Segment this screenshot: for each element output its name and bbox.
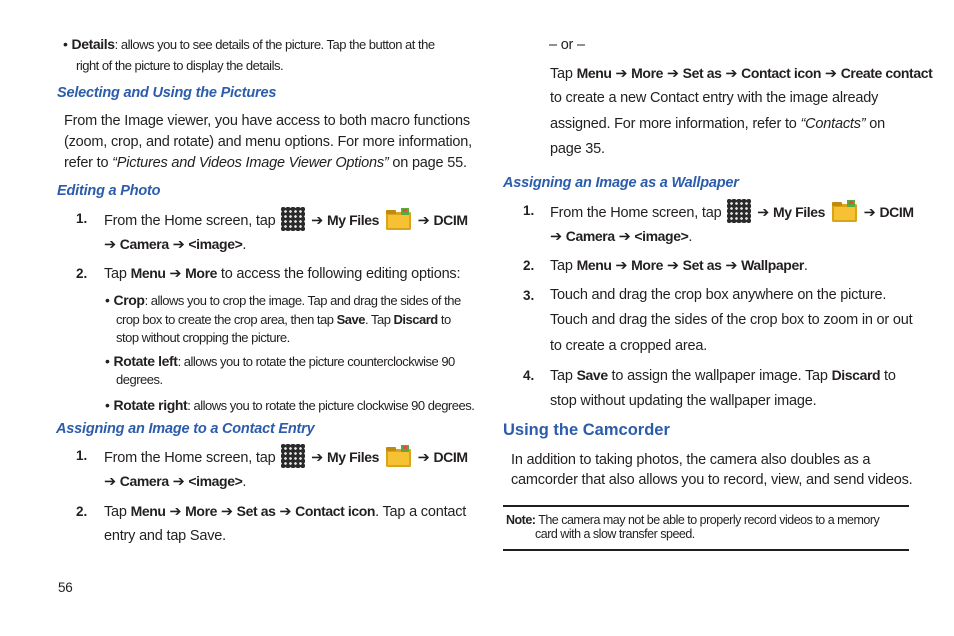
wp-step4-line2: stop without updating the wallpaper image. xyxy=(550,393,817,409)
menu-label: Menu xyxy=(130,503,166,519)
wp-step1-line2 xyxy=(550,228,692,245)
arrow-icon: ➔ xyxy=(307,450,327,466)
text: to xyxy=(437,312,451,327)
arrow-icon: ➔ xyxy=(217,504,237,520)
text: crop box to create the crop area, then tap xyxy=(116,312,337,327)
rotate-right-bullet xyxy=(105,397,474,413)
create-contact-label: Create contact xyxy=(840,65,933,81)
camera-label: Camera xyxy=(565,228,615,244)
alt-line4: page 35. xyxy=(550,141,605,157)
wp-step2-line xyxy=(550,257,808,274)
crop-term: Crop xyxy=(113,292,145,308)
text: to xyxy=(880,368,896,384)
text: on page 55. xyxy=(388,155,467,171)
rotate-right-term: Rotate right xyxy=(113,397,188,413)
note-line2: card with a slow transfer speed. xyxy=(535,527,695,541)
arrow-icon: ➔ xyxy=(721,258,742,274)
arrow-icon: ➔ xyxy=(550,229,566,245)
note-top-rule xyxy=(503,505,909,507)
step-number: 3. xyxy=(523,288,535,303)
more-label: More xyxy=(185,265,218,281)
more-label: More xyxy=(631,65,664,81)
apps-grid-icon xyxy=(727,199,751,223)
more-label: More xyxy=(631,257,664,273)
page-number: 56 xyxy=(58,580,73,595)
my-files-label: My Files xyxy=(772,204,825,220)
details-text: : allows you to see details of the picture. Tap the button at the xyxy=(114,37,435,52)
wp-step3-line2: Touch and drag the sides of the crop box to zoom in or out xyxy=(550,312,913,328)
arrow-icon: ➔ xyxy=(168,237,189,253)
text: From the Home screen, tap xyxy=(104,450,280,466)
wp-step3-line1: Touch and drag the crop box anywhere on the picture. xyxy=(550,287,887,303)
step-number: 4. xyxy=(523,368,535,383)
arrow-icon: ➔ xyxy=(165,266,186,282)
selecting-paragraph-line2: (zoom, crop, and rotate) and menu options. For more information, xyxy=(64,134,472,150)
edit-step1-line2 xyxy=(104,236,246,253)
save-label: Save xyxy=(576,367,608,383)
apps-grid-icon xyxy=(281,444,305,468)
arrow-icon: ➔ xyxy=(611,258,632,274)
text: refer to xyxy=(64,155,113,171)
arrow-icon: ➔ xyxy=(104,474,120,490)
more-label: More xyxy=(185,503,218,519)
viewer-options-reference: “Pictures and Videos Image Viewer Options” xyxy=(112,155,389,171)
discard-label: Discard xyxy=(831,367,881,383)
dcim-label: DCIM xyxy=(879,204,914,220)
my-files-label: My Files xyxy=(326,449,379,465)
selecting-paragraph-line1: From the Image viewer, you have access to both macro functions xyxy=(64,113,470,129)
contact-step1-line1 xyxy=(104,444,468,468)
edit-step2-line xyxy=(104,265,460,282)
text: The camera may not be able to properly record videos to a memory xyxy=(535,513,880,527)
arrow-icon: ➔ xyxy=(663,258,683,274)
arrow-icon: ➔ xyxy=(307,213,327,229)
camcorder-paragraph-line1: In addition to taking photos, the camera also doubles as a xyxy=(511,452,871,468)
wp-step4-line1 xyxy=(550,367,896,384)
set-as-label: Set as xyxy=(682,257,722,273)
set-as-label: Set as xyxy=(682,65,722,81)
selecting-paragraph-line3 xyxy=(64,155,467,171)
step-number: 1. xyxy=(523,203,535,218)
heading-assign-contact: Assigning an Image to a Contact Entry xyxy=(56,421,315,437)
text: Tap xyxy=(550,368,577,384)
step-number: 2. xyxy=(76,266,88,281)
text: : allows you to rotate the picture clockwise 90 degrees. xyxy=(187,398,475,413)
arrow-icon: ➔ xyxy=(614,229,635,245)
camcorder-paragraph-line2: camcorder that also allows you to record, view, and send videos. xyxy=(511,472,913,488)
wp-step3-line3: to create a cropped area. xyxy=(550,338,708,354)
image-label: <image> xyxy=(188,236,243,252)
arrow-icon: ➔ xyxy=(275,504,296,520)
discard-term: Discard xyxy=(393,312,438,327)
arrow-icon: ➔ xyxy=(663,66,683,82)
text: on xyxy=(865,116,885,132)
heading-assign-wallpaper: Assigning an Image as a Wallpaper xyxy=(503,175,739,191)
image-label: <image> xyxy=(188,473,243,489)
dcim-label: DCIM xyxy=(433,449,468,465)
text: . Tap a contact xyxy=(375,504,467,520)
my-files-folder-icon xyxy=(385,207,412,231)
my-files-label: My Files xyxy=(326,212,379,228)
arrow-icon: ➔ xyxy=(859,205,880,221)
step-number: 2. xyxy=(523,258,535,273)
text: to assign the wallpaper image. Tap xyxy=(607,368,832,384)
text: . xyxy=(688,229,693,245)
details-text-line2: right of the picture to display the details. xyxy=(76,58,284,73)
text: assigned. For more information, refer to xyxy=(550,116,801,132)
contacts-reference: “Contacts” xyxy=(800,116,866,132)
arrow-icon: ➔ xyxy=(413,450,434,466)
arrow-icon: ➔ xyxy=(165,504,186,520)
crop-line2 xyxy=(116,312,451,327)
arrow-icon: ➔ xyxy=(611,66,632,82)
details-bullet xyxy=(63,36,435,52)
text: Tap xyxy=(550,66,577,82)
apps-grid-icon xyxy=(281,207,305,231)
note-bottom-rule xyxy=(503,549,909,551)
edit-step1-line1 xyxy=(104,207,468,231)
arrow-icon: ➔ xyxy=(413,213,434,229)
crop-bullet xyxy=(105,292,461,308)
rotate-left-term: Rotate left xyxy=(113,353,178,369)
crop-line3: stop without cropping the picture. xyxy=(116,330,290,345)
arrow-icon: ➔ xyxy=(753,205,773,221)
my-files-folder-icon xyxy=(385,444,412,468)
note-label: Note: xyxy=(506,513,536,527)
text: . xyxy=(803,258,808,274)
text: Tap xyxy=(104,504,131,520)
set-as-label: Set as xyxy=(236,503,276,519)
note-line1 xyxy=(506,513,879,527)
heading-editing-photo: Editing a Photo xyxy=(57,183,161,199)
alt-line2: to create a new Contact entry with the image already xyxy=(550,90,879,106)
heading-using-camcorder: Using the Camcorder xyxy=(503,421,670,439)
my-files-folder-icon xyxy=(831,199,858,223)
rotate-left-bullet xyxy=(105,353,455,369)
camera-label: Camera xyxy=(119,236,169,252)
alt-line3 xyxy=(550,116,885,132)
contact-icon-label: Contact icon xyxy=(295,503,376,519)
text: . xyxy=(242,474,247,490)
text: From the Home screen, tap xyxy=(550,205,726,221)
camera-label: Camera xyxy=(119,473,169,489)
save-term: Save xyxy=(336,312,365,327)
text: . Tap xyxy=(364,312,394,327)
menu-label: Menu xyxy=(576,65,612,81)
or-separator: – or – xyxy=(549,37,585,53)
heading-selecting-pictures: Selecting and Using the Pictures xyxy=(57,85,277,101)
arrow-icon: ➔ xyxy=(821,66,841,82)
text: Tap xyxy=(104,266,131,282)
contact-step2-line1 xyxy=(104,503,466,520)
image-label: <image> xyxy=(634,228,689,244)
step-number: 1. xyxy=(76,448,88,463)
step-number: 2. xyxy=(76,504,88,519)
rotate-left-line2: degrees. xyxy=(116,372,163,387)
menu-label: Menu xyxy=(576,257,612,273)
text: : allows you to crop the image. Tap and drag the sides of the xyxy=(144,293,461,308)
text: Tap xyxy=(550,258,577,274)
text: . xyxy=(242,237,247,253)
menu-label: Menu xyxy=(130,265,166,281)
details-term: Details xyxy=(71,36,115,52)
text: to access the following editing options: xyxy=(217,266,461,282)
contact-step1-line2 xyxy=(104,473,246,490)
arrow-icon: ➔ xyxy=(104,237,120,253)
text: From the Home screen, tap xyxy=(104,213,280,229)
arrow-icon: ➔ xyxy=(168,474,189,490)
text: : allows you to rotate the picture counterclockwise 90 xyxy=(177,354,455,369)
wallpaper-label: Wallpaper xyxy=(741,257,804,273)
arrow-icon: ➔ xyxy=(721,66,742,82)
wp-step1-line1 xyxy=(550,199,914,223)
step-number: 1. xyxy=(76,211,88,226)
contact-step2-line2: entry and tap Save. xyxy=(104,528,226,544)
alt-line1 xyxy=(550,65,932,82)
contact-icon-label: Contact icon xyxy=(741,65,822,81)
dcim-label: DCIM xyxy=(433,212,468,228)
